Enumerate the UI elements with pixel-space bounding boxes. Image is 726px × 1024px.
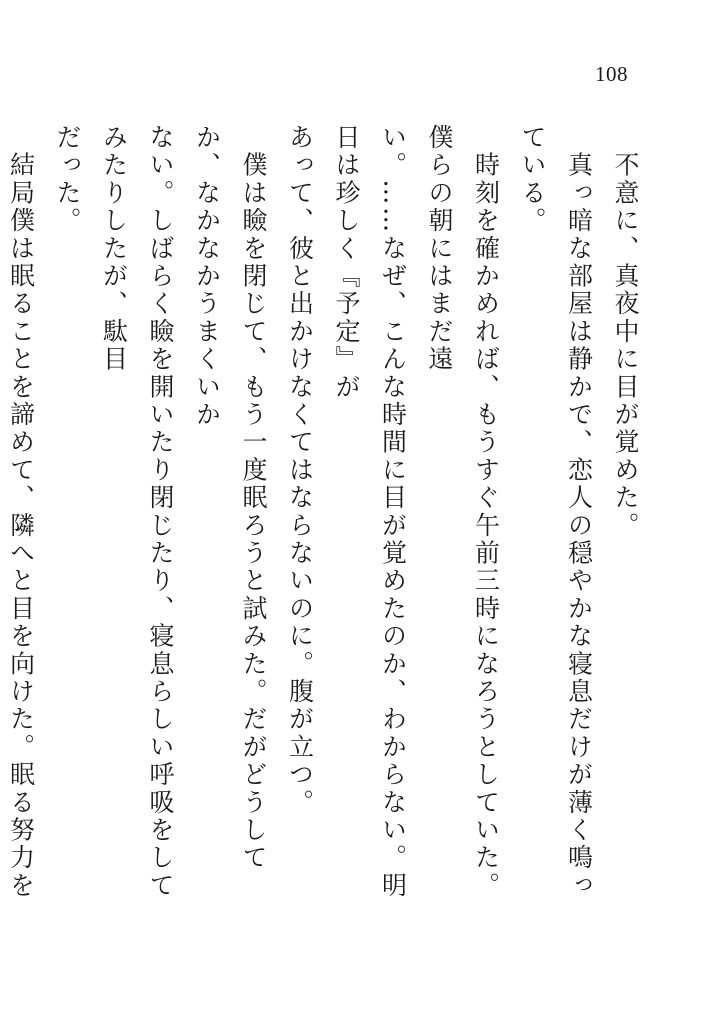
- text-line: あって、彼と出かけなくてはならないのに。腹が立つ。: [285, 124, 315, 817]
- text-line: だった。: [53, 124, 82, 235]
- text-line: 時刻を確かめれば、もうすぐ午前三時になろうとしていた。僕らの朝にはまだ遠: [425, 124, 501, 900]
- text-line: 結局僕は眠ることを諦めて、隣へと目を向けた。眠る努力を: [6, 151, 36, 900]
- vertical-text-body: [0, 124, 648, 914]
- text-line: 不意に、真夜中に目が覚めた。: [611, 124, 640, 540]
- text-line: 僕は瞼を閉じて、もう一度眠ろうと試みた。だがどうしてか、なかなかうまくいか: [192, 124, 268, 872]
- page-number: 108: [595, 62, 628, 86]
- text-line: ない。しばらく瞼を開いたり閉じたり、寝息らしい呼吸をしてみたりしたが、駄目: [99, 124, 175, 900]
- text-line: 真っ暗な部屋は静かで、恋人の穏やかな寝息だけが薄く鳴っている。: [518, 124, 594, 900]
- text-line: い。……なぜ、こんな時間に目が覚めたのか、わからない。明日は珍しく『予定』が: [332, 124, 408, 900]
